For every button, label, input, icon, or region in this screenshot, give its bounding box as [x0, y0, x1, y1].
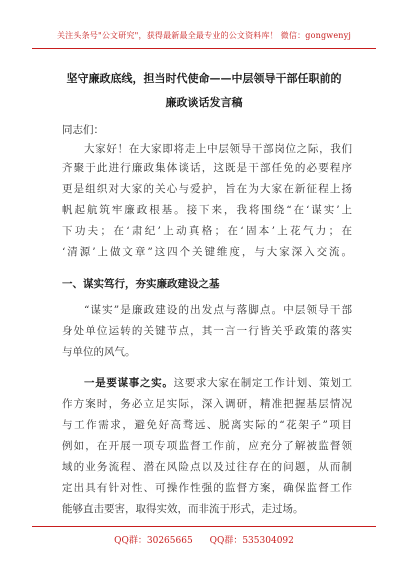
point-1-lead: 一是要谋事之实。 — [84, 377, 174, 389]
paragraph-line: ‘清源’上做文章”这四个关键维度，与大家深入交流。 — [62, 246, 352, 258]
paragraph-line: 更是组织对大家的关心与爱护，旨在为大家在新征程上扬 — [62, 183, 352, 195]
header-banner: 关注头条号"公文研究"，获得最新最全最专业的公文资料库！ 微信：gongwenyj — [56, 31, 352, 40]
footer-qq-groups — [0, 533, 408, 546]
paragraph-line: 能够直击要害，取得实效，而非流于形式，走过场。 — [62, 503, 304, 515]
salutation: 同志们： — [62, 124, 104, 136]
paragraph-line: 大家好！在大家即将走上中层领导干部岗位之际，我们 — [84, 143, 352, 155]
footer-divider — [32, 526, 376, 527]
footer-qq-group-1: QQ群：30265665 — [114, 536, 193, 546]
point-1-first-line: 这要求大家在制定工作计划、策划工 — [173, 377, 353, 389]
paragraph-line: 下功夫；在‘肃纪’上动真格；在‘固本’上花气力；在 — [62, 225, 352, 237]
paragraph-line: 身处单位运转的关键节点，其一言一行皆关乎政策的落实 — [62, 325, 352, 337]
paragraph-line: 齐聚于此进行廉政集体谈话，这既是干部任免的必要程序 — [62, 162, 352, 174]
document-title-line-1: 坚守廉政底线，担当时代使命——中层领导干部任职前的 — [66, 72, 342, 85]
section-1-heading: 一、谋实笃行，夯实廉政建设之基 — [62, 278, 220, 290]
document-title-line-2: 廉政谈话发言稿 — [165, 96, 243, 109]
paragraph-line: 定出具有针对性、可操作性强的监督方案，确保监督工作 — [62, 482, 352, 494]
paragraph-line: 帆起航筑牢廉政根基。接下来，我将围绕“在‘谋实’上 — [62, 204, 352, 216]
paragraph-line: 与工作需求，避免好高骛远、脱离实际的“花架子”项目 — [62, 419, 352, 431]
paragraph-line: “谋实”是廉政建设的出发点与落脚点。中层领导干部 — [84, 304, 352, 316]
paragraph-line — [84, 375, 352, 392]
footer-qq-group-2: QQ群：535304092 — [209, 536, 294, 546]
paragraph-line: 例如，在开展一项专项监督工作前，应充分了解被监督领 — [62, 440, 352, 452]
header-divider — [32, 48, 376, 49]
paragraph-line: 作方案时，务必立足实际，深入调研，精准把握基层情况 — [62, 398, 352, 410]
paragraph-line: 与单位的风气。 — [62, 346, 136, 358]
paragraph-line: 域的业务流程、潜在风险点以及过往存在的问题，从而制 — [62, 461, 352, 473]
